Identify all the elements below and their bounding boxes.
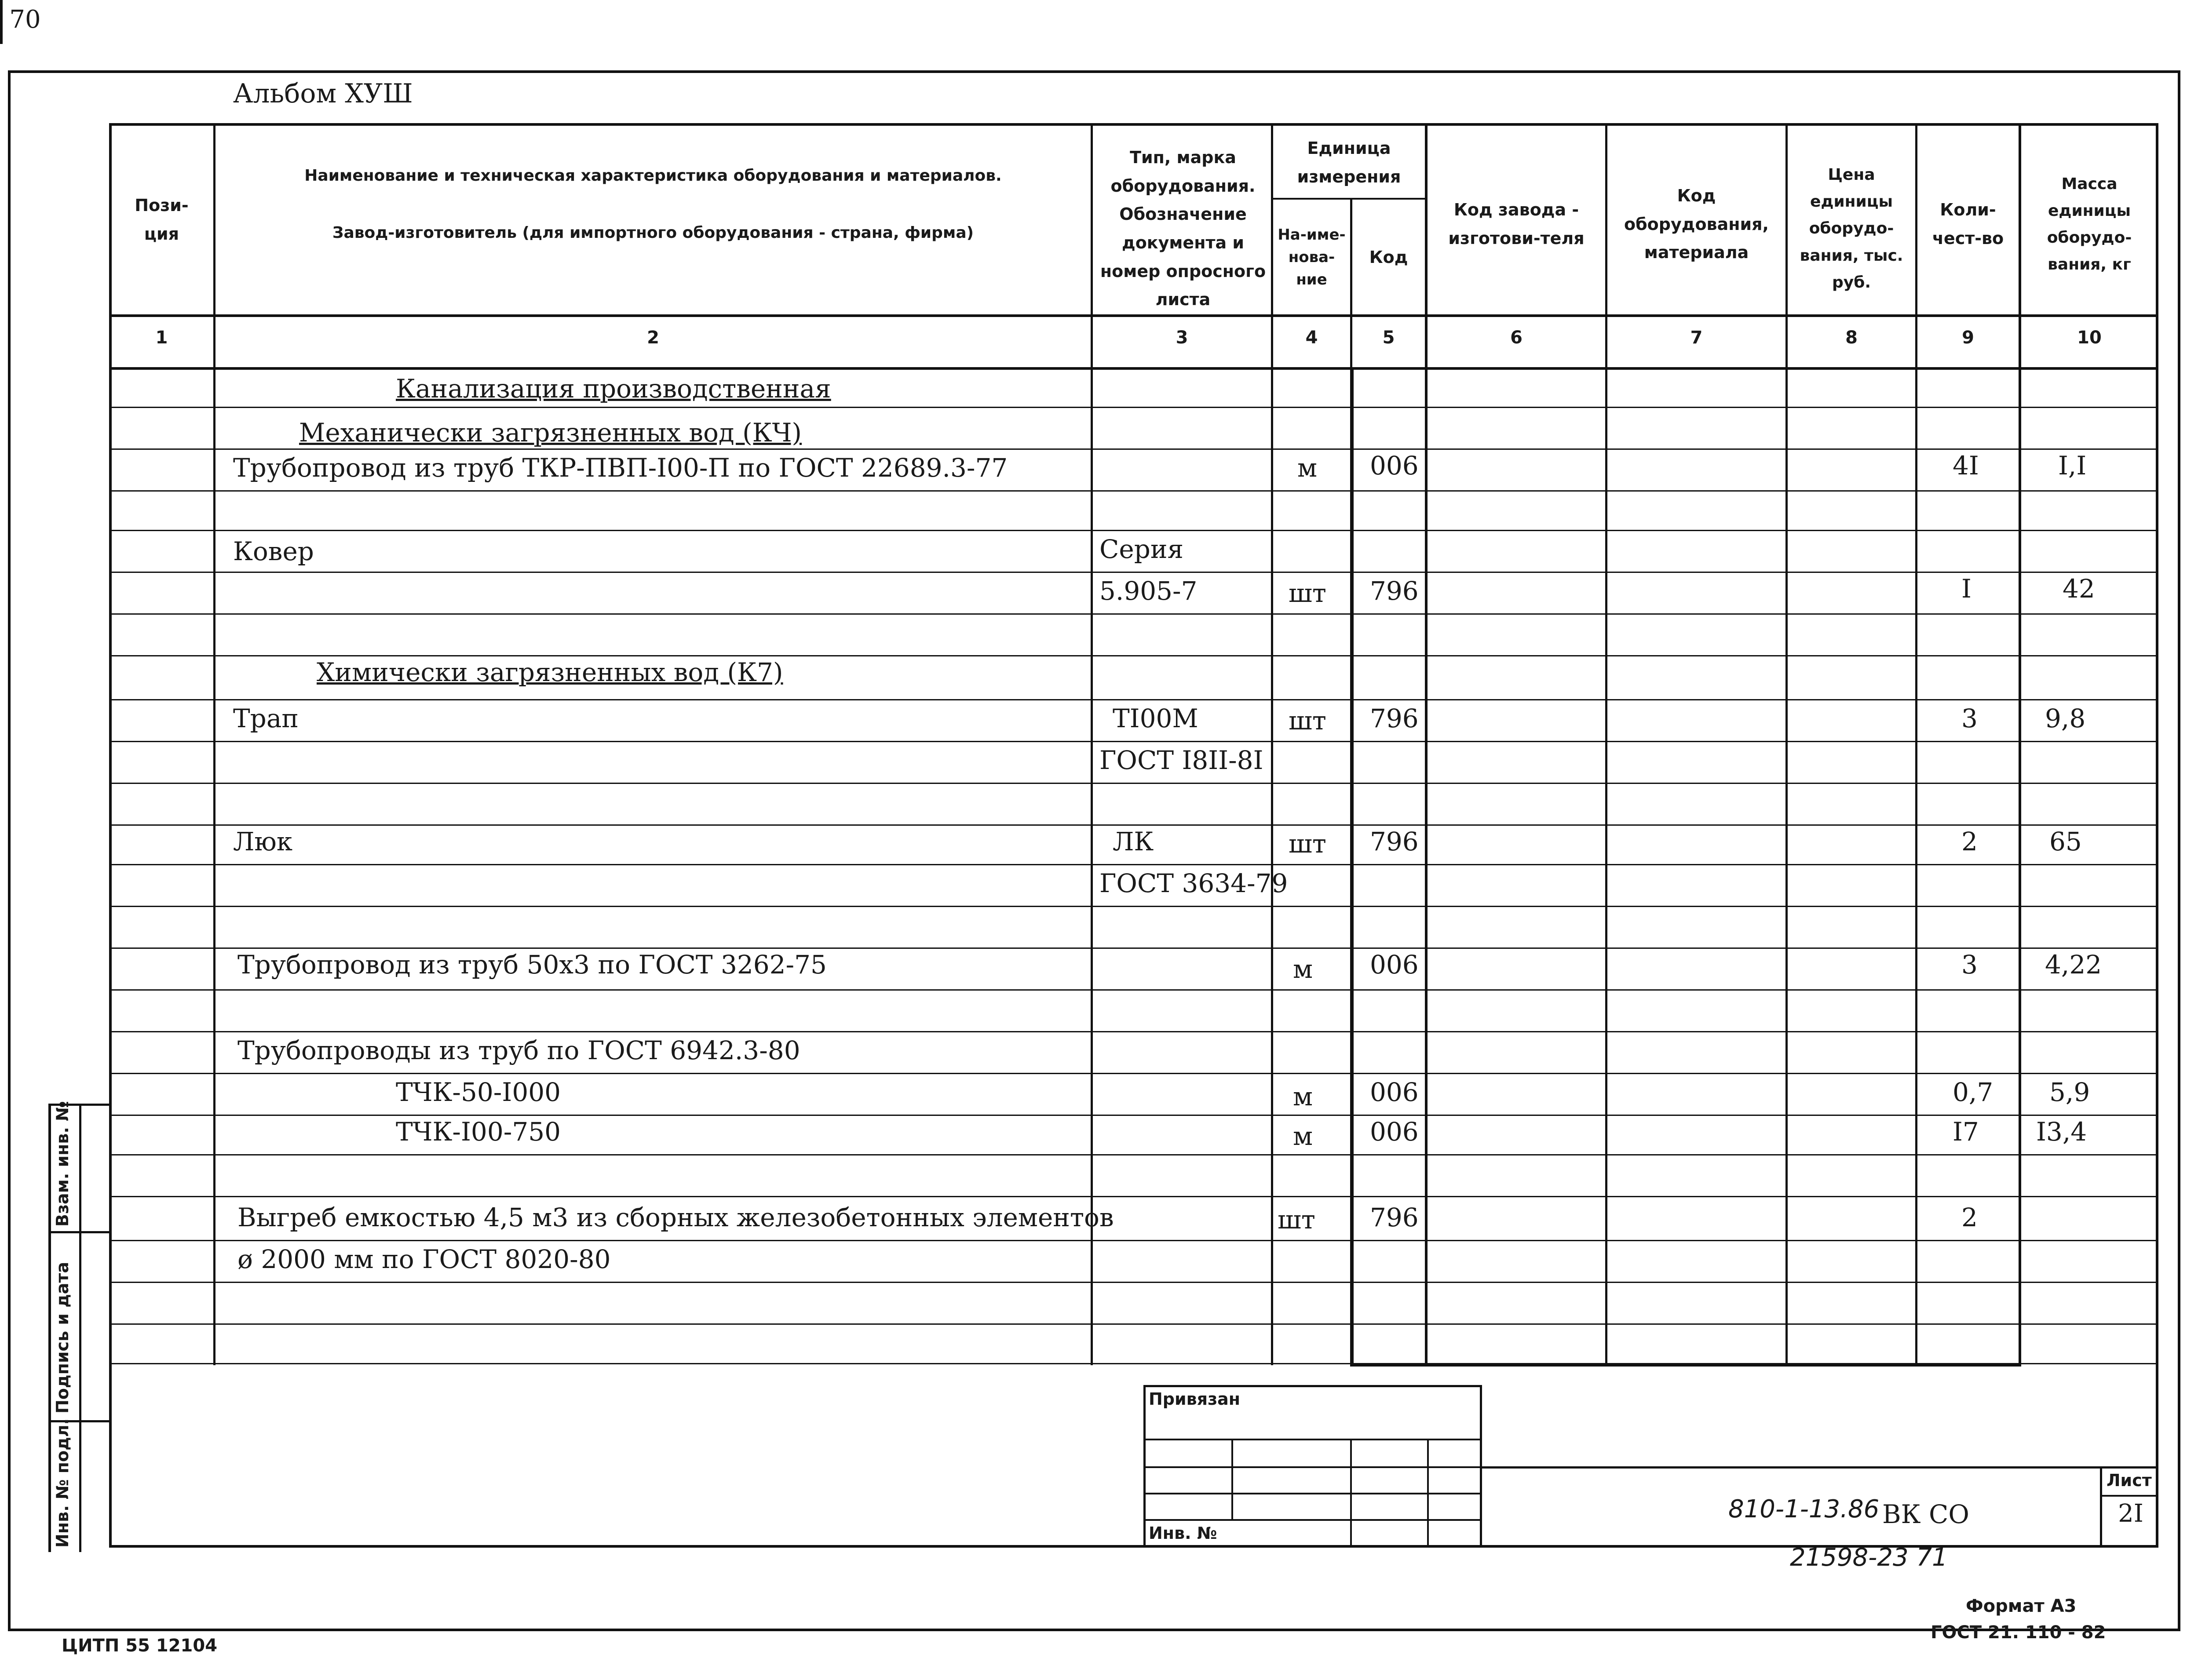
row-qty: I [1961, 574, 1972, 604]
row-divider [110, 741, 2157, 742]
row-mass: 4,22 [2045, 950, 2102, 980]
col-num-10: 10 [2077, 328, 2102, 348]
privyazan-vline2 [1350, 1439, 1352, 1548]
row-mass: 65 [2049, 827, 2082, 856]
footer-gost: ГОСТ 21. 110 - 82 [1931, 1622, 2106, 1643]
row-divider [110, 530, 2157, 531]
row-divider [110, 1240, 2157, 1241]
col-num-5: 5 [1382, 328, 1395, 348]
row-divider [110, 699, 2157, 700]
row-code: 796 [1370, 576, 1419, 606]
row-divider [110, 655, 2157, 656]
row-name: Трубопроводы из труб по ГОСТ 6942.3-80 [237, 1035, 800, 1065]
header-unit-code: Код [1369, 247, 1408, 267]
col-line-7 [1785, 123, 1788, 1365]
row-mass: 9,8 [2045, 703, 2086, 733]
row-type: Серия [1099, 534, 1184, 564]
row-unit: шт [1289, 829, 1327, 859]
row-divider [110, 1323, 2157, 1325]
row-type: ГОСТ 3634-79 [1099, 868, 1288, 898]
page-number: 70 [0, 0, 47, 44]
row-divider [110, 407, 2157, 408]
row-code: 006 [1370, 950, 1419, 980]
side-podpis: Подпись и дата [53, 1261, 72, 1414]
header-unit-name: На-име-нова-ние [1278, 226, 1346, 288]
col-line-9 [2019, 123, 2021, 1365]
row-divider [110, 1031, 2157, 1032]
row-unit: шт [1278, 1205, 1316, 1235]
row-divider [110, 1115, 2157, 1116]
privyazan-line3 [1143, 1493, 1482, 1494]
col-line-5 [1425, 123, 1428, 1365]
row-qty: 2 [1961, 1203, 1978, 1232]
row-qty: 0,7 [1953, 1077, 1993, 1107]
col-num-8: 8 [1845, 328, 1858, 348]
row-mass: I3,4 [2036, 1117, 2087, 1147]
sheet-label: Лист [2107, 1471, 2152, 1490]
numbers-bottom-line [109, 367, 2158, 370]
header-name-line2: Завод-изготовитель (для импортного оборудования - страна, фирма) [332, 224, 974, 242]
handwritten-number: 21598-23 71 [1790, 1543, 1948, 1572]
row-unit: шт [1289, 706, 1327, 736]
header-bottom-line [109, 314, 2158, 317]
col-num-1: 1 [155, 328, 168, 348]
row-divider [110, 864, 2157, 865]
col-num-4: 4 [1305, 328, 1318, 348]
col-num-3: 3 [1176, 328, 1188, 348]
row-code: 006 [1370, 451, 1419, 481]
row-qty: 4I [1953, 451, 1979, 481]
row-name: ТЧК-50-I000 [396, 1077, 561, 1107]
row-mass: 42 [2063, 574, 2095, 604]
header-unit: Единица измерения [1297, 138, 1401, 186]
row-qty: 2 [1961, 827, 1978, 856]
row-code: 796 [1370, 1203, 1419, 1232]
inv-no-label: Инв. № [1149, 1523, 1217, 1543]
row-divider [110, 989, 2157, 991]
row-name: Трубопровод из труб ТКР-ПВП-I00-П по ГОСТ 22689.3-77 [233, 453, 1008, 483]
col-line-1 [213, 123, 215, 1365]
row-name: Ковер [233, 536, 314, 566]
row-unit: м [1293, 954, 1313, 984]
row-unit: м [1293, 1121, 1313, 1151]
row-qty: I7 [1953, 1117, 1979, 1147]
section-title-mechanical: Механически загрязненных вод (КЧ) [299, 418, 802, 448]
footer-left: ЦИТП 55 12104 [62, 1636, 218, 1656]
section-title-chemical: Химически загрязненных вод (К7) [317, 657, 783, 687]
col-line-8 [1915, 123, 1917, 1365]
section-title-industrial: Канализация производственная [396, 374, 831, 404]
row-code: 796 [1370, 703, 1419, 733]
header-equipment-code: Код оборудования, материала [1624, 186, 1769, 262]
header-mass: Масса единицы оборудо-вания, кг [2047, 175, 2132, 274]
album-title: Альбом ХУШ [233, 78, 413, 109]
privyazan-line1 [1143, 1439, 1482, 1440]
row-type: ГОСТ I8II-8I [1099, 745, 1263, 775]
side-stamp-left [48, 1104, 51, 1552]
header-price: Цена единицы оборудо-вания, тыс. руб. [1800, 166, 1903, 292]
row-type: 5.905-7 [1099, 576, 1198, 606]
row-divider [110, 572, 2157, 573]
row-divider [110, 1363, 2157, 1364]
privyazan-line2 [1143, 1466, 1482, 1468]
col-num-6: 6 [1510, 328, 1523, 348]
header-type: Тип, марка оборудования. Обозначение документа и номер опросного листа [1100, 148, 1266, 310]
row-divider [110, 824, 2157, 826]
privyazan-vline1 [1231, 1439, 1233, 1519]
doc-suffix: ВК СО [1882, 1499, 1969, 1529]
col-line-2 [1091, 123, 1093, 1365]
row-type: ЛК [1113, 827, 1154, 856]
row-qty: 3 [1961, 950, 1978, 980]
privyazan-vline3 [1427, 1439, 1429, 1548]
col-num-9: 9 [1962, 328, 1974, 348]
row-name: Выгреб емкостью 4,5 м3 из сборных железобетонных элементов [237, 1203, 1114, 1232]
header-name-line1: Наименование и техническая характеристика оборудования и материалов. [304, 167, 1002, 185]
row-divider [110, 948, 2157, 949]
sheet-number: 2I [2118, 1499, 2143, 1528]
bold-box-left [1350, 367, 1354, 1365]
side-zam: Взам. инв. № [53, 1101, 72, 1227]
row-name: Трап [233, 703, 299, 733]
row-mass: I,I [2058, 451, 2087, 481]
col-line-6 [1605, 123, 1607, 1365]
row-unit: м [1293, 1082, 1313, 1111]
title-block-top [1482, 1466, 2158, 1469]
unit-split-line [1271, 198, 1425, 200]
title-block-sheet-split [2100, 1495, 2158, 1497]
row-code: 796 [1370, 827, 1419, 856]
row-qty: 3 [1961, 703, 1978, 733]
row-name: Трубопровод из труб 50х3 по ГОСТ 3262-75 [237, 950, 827, 980]
header-position: Пози- ция [135, 196, 189, 244]
title-block-sheet-line [2100, 1466, 2102, 1548]
side-stamp-mid [79, 1104, 81, 1552]
row-unit: м [1297, 453, 1318, 483]
row-code: 006 [1370, 1117, 1419, 1147]
col-num-2: 2 [647, 328, 659, 348]
privyazan-line4 [1143, 1519, 1482, 1521]
side-inv: Инв. № подл. [53, 1418, 72, 1548]
header-quantity: Коли-чест-во [1932, 200, 2004, 248]
row-code: 006 [1370, 1077, 1419, 1107]
row-name: Люк [233, 827, 293, 856]
row-unit: шт [1289, 578, 1327, 608]
row-divider [110, 1282, 2157, 1283]
row-name: ТЧК-I00-750 [396, 1117, 561, 1147]
row-mass: 5,9 [2049, 1077, 2090, 1107]
doc-code: 810-1-13.86 [1728, 1495, 1880, 1523]
privyazan-label: Привязан [1149, 1389, 1241, 1409]
row-divider [110, 448, 2157, 450]
col-num-7: 7 [1690, 328, 1703, 348]
row-divider [110, 783, 2157, 784]
row-divider [110, 613, 2157, 615]
side-stamp-div1 [48, 1231, 110, 1233]
row-divider [110, 906, 2157, 907]
header-factory-code: Код завода - изготови-теля [1448, 200, 1585, 248]
row-divider [110, 490, 2157, 492]
row-type: ТI00М [1113, 703, 1198, 733]
footer-format: Формат А3 [1966, 1596, 2077, 1616]
row-divider [110, 1073, 2157, 1074]
row-divider [110, 1154, 2157, 1155]
row-name: ø 2000 мм по ГОСТ 8020-80 [237, 1244, 611, 1274]
row-divider [110, 1196, 2157, 1197]
